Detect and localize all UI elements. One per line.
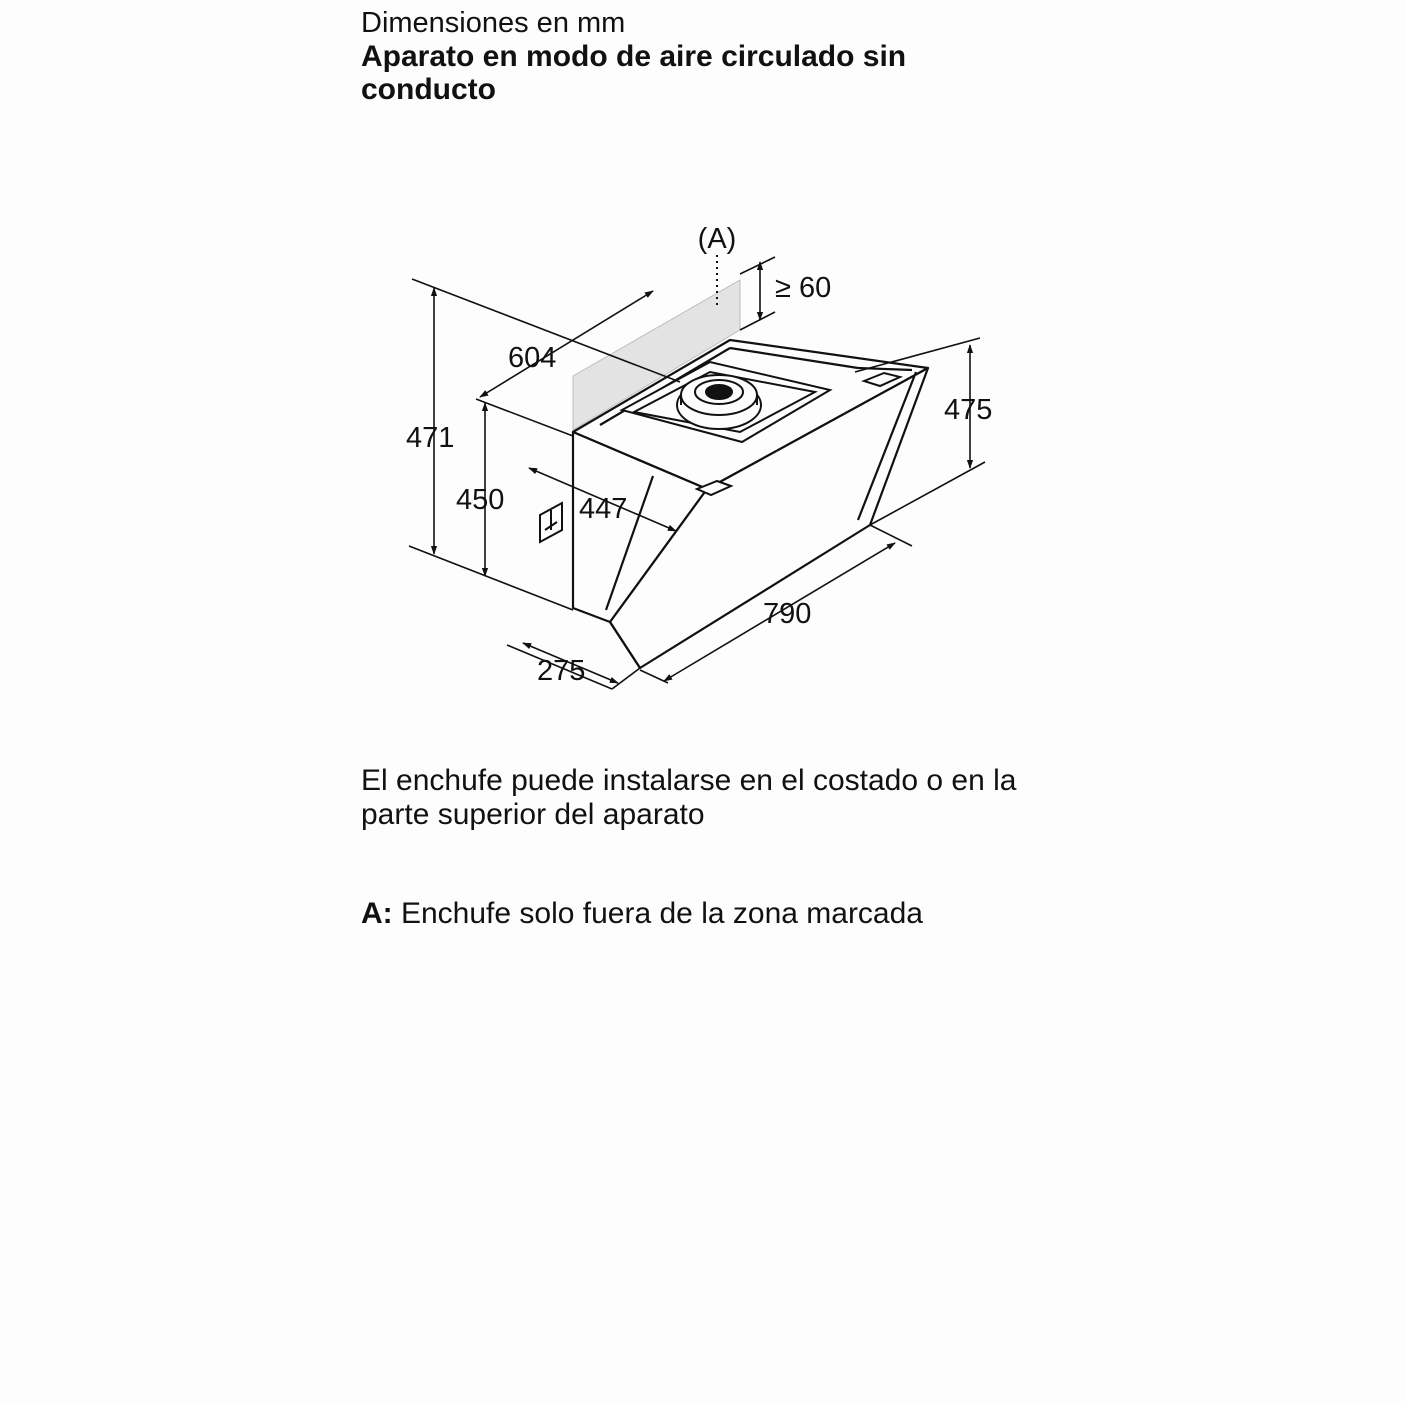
dim-height-front-label: 475 [944,394,993,426]
socket-note: El enchufe puede instalarse en el costado o en la parte superior del aparato [361,764,1017,831]
dim-clearance-label: ≥ 60 [775,272,832,304]
legend [361,897,1081,931]
legend-text: Enchufe solo fuera de la zona marcada [392,897,923,930]
mode-title: Aparato en modo de aire circulado sin conducto [361,40,907,106]
legend-key: A: [361,897,393,930]
dim-height-body-label: 450 [456,484,505,516]
marker-label-a: (A) [697,223,737,255]
dim-width-top-label: 604 [508,342,557,374]
dim-depth-inner-label: 447 [579,493,628,525]
socket-icon [540,503,562,542]
dim-depth-bottom-label: 275 [537,655,586,687]
units-subtitle: Dimensiones en mm [361,7,626,39]
fan-icon [677,375,761,429]
dim-height-total-label: 471 [406,422,455,454]
dim-depth-front-label: 790 [763,598,812,630]
